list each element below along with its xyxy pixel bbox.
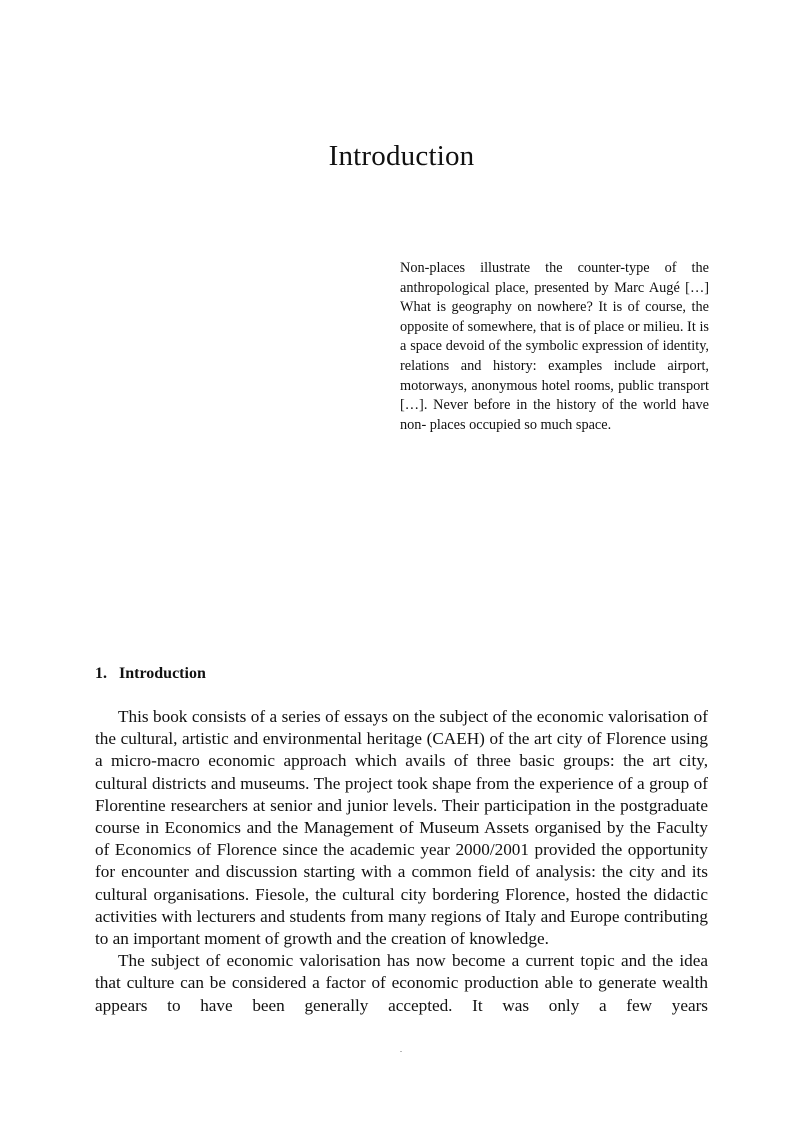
epigraph-quote: Non-places illustrate the counter-type of the anthropological place, presented by Marc Augé […] What is geography on nowhere? It is of course, the opposite of somewhere, that is of place or milieu. It is a space devoid of the symbolic expression of identity, relations and history: examples include airport, motorways, anonymous hotel rooms, public transport […]. Never before in the history of the world have non- places occupied so much space. (400, 260, 709, 433)
page-title: Introduction (328, 140, 475, 172)
paragraph: This book consists of a series of essays on the subject of the economic valorisation of the cultural, artistic and environmental heritage (CAEH) of the art city of Florence using a micro-macro economic approach which avails of three basic groups: the art city, cultural districts and museums. The project took shape from the experience of a group of Florentine researchers at senior and junior levels. Their participation in the postgraduate course in Economics and the Management of Museum Assets organised by the Faculty of Economics of Florence since the academic year 2000/2001 provided the opportunity for encounter and discussion starting with a common field of analysis: the city and its cultural organisations. Fiesole, the cultural city bordering Florence, hosted the didactic activities with lecturers and students from many regions of Italy and Europe contributing to an important moment of growth and the creation of knowledge. (95, 707, 708, 949)
section-number: 1. (95, 665, 107, 682)
paragraph: The subject of economic valorisation has now become a current topic and the idea that culture can be considered a factor of economic production able to generate wealth appears to have been generally accepted. It was only a few years (95, 951, 708, 1015)
page-mark: . (400, 1045, 402, 1054)
body-text (95, 706, 708, 1017)
section-title: Introduction (119, 665, 206, 682)
section-heading (95, 665, 206, 683)
